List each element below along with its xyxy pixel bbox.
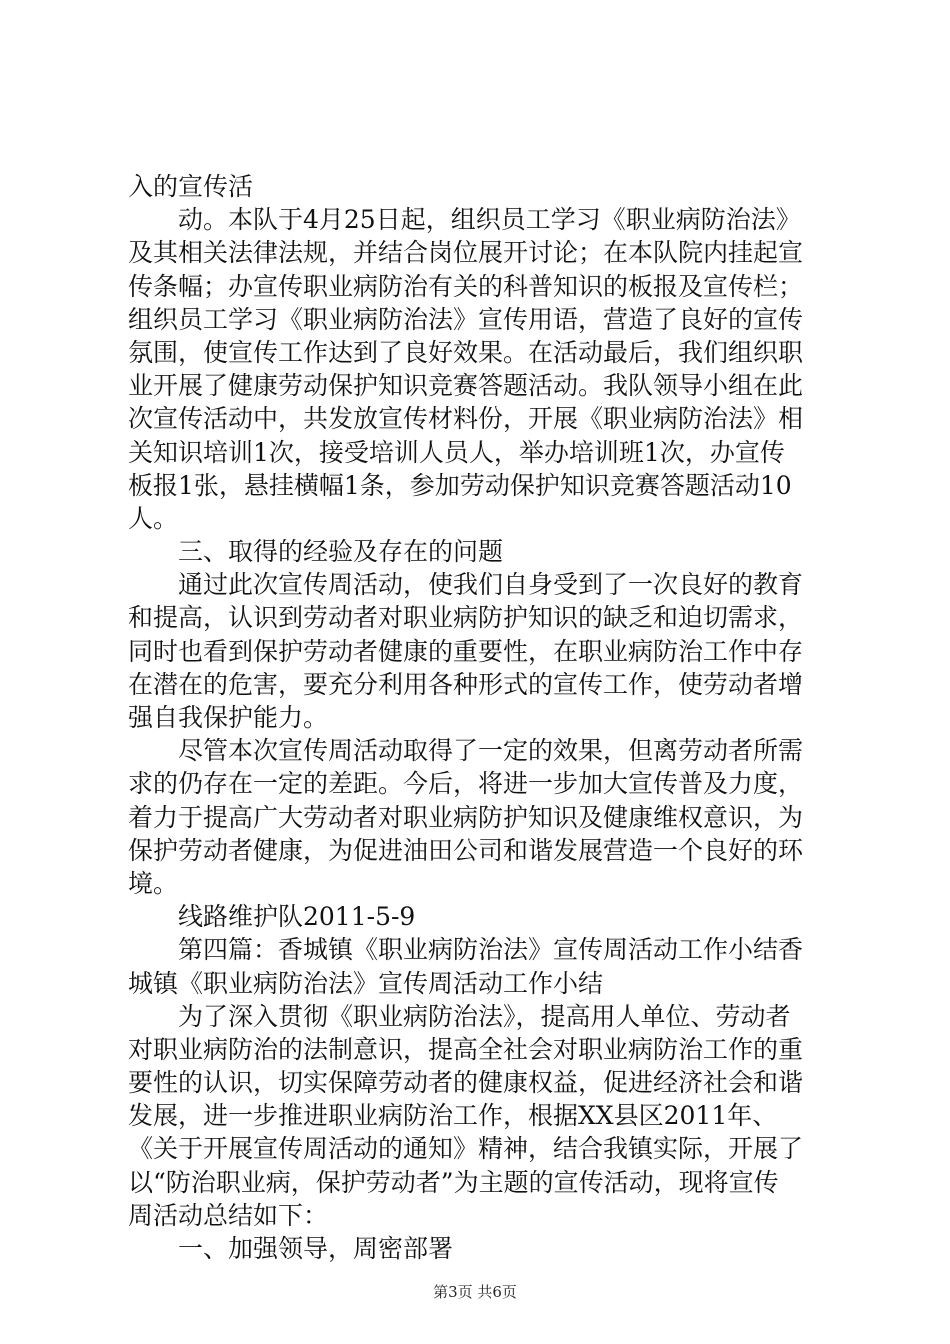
text-line: 组织员工学习《职业病防治法》宣传用语，营造了良好的宣传 [128,304,804,334]
text-line: 保护劳动者健康，为促进油田公司和谐发展营造一个良好的环 [128,835,804,865]
text-line: 为了深入贯彻《职业病防治法》，提高用人单位、劳动者 [178,1001,791,1031]
text-line: 着力于提高广大劳动者对职业病防护知识及健康维权意识，为 [128,802,804,832]
text-line: 通过此次宣传周活动，使我们自身受到了一次良好的教育 [178,570,804,600]
text-line: 板报1张，悬挂横幅1条，参加劳动保护知识竞赛答题活动10 [128,470,792,500]
text-line: 和提高，认识到劳动者对职业病防护知识的缺乏和迫切需求， [128,603,804,633]
text-line: 入的宣传活 [128,172,254,201]
text-line: 氛围，使宣传工作达到了良好效果。在活动最后，我们组织职 [128,337,804,367]
text-line: 周活动总结如下： [128,1200,329,1230]
text-line: 境。 [128,868,179,898]
text-line: 发展，进一步推进职业病防治工作，根据XX县区2011年、 [128,1101,778,1131]
text-line: 次宣传活动中，共发放宣传材料份，开展《职业病防治法》相 [128,404,804,434]
text-line: 线路维护队2011-5-9 [178,902,416,932]
text-line: 对职业病防治的法制意识，提高全社会对职业病防治工作的重 [128,1034,804,1064]
text-line: 第四篇：香城镇《职业病防治法》宣传周活动工作小结香 [178,935,804,965]
text-line: 《关于开展宣传周活动的通知》精神，结合我镇实际，开展了 [128,1134,804,1164]
text-line: 以“防治职业病，保护劳动者”为主题的宣传活动，现将宣传 [128,1167,779,1197]
text-line: 同时也看到保护劳动者健康的重要性，在职业病防治工作中存 [128,636,804,666]
text-line: 求的仍存在一定的差距。今后，将进一步加大宣传普及力度， [128,769,804,799]
text-line: 人。 [128,503,179,533]
text-line: 动。本队于4月25日起，组织员工学习《职业病防治法》 [178,205,801,235]
text-line: 及其相关法律法规，并结合岗位展开讨论；在本队院内挂起宣 [128,238,804,268]
document-body [128,170,830,1265]
text-line: 强自我保护能力。 [128,703,329,732]
page-footer: 第3页 共6页 [433,1283,517,1301]
text-line: 在潜在的危害，要充分利用各种形式的宣传工作，使劳动者增 [128,669,804,699]
text-line: 传条幅；办宣传职业病防治有关的科普知识的板报及宣传栏； [128,271,804,301]
text-line: 城镇《职业病防治法》宣传周活动工作小结 [128,968,604,998]
text-line: 业开展了健康劳动保护知识竞赛答题活动。我队领导小组在此 [128,371,804,401]
text-line: 三、取得的经验及存在的问题 [178,537,504,567]
text-line: 尽管本次宣传周活动取得了一定的效果，但离劳动者所需 [178,736,804,766]
text-line: 要性的认识，切实保障劳动者的健康权益，促进经济社会和谐 [128,1068,804,1098]
text-line: 关知识培训1次，接受培训人员人，举办培训班1次，办宣传 [128,437,785,467]
text-line: 一、加强领导，周密部署 [178,1234,454,1263]
